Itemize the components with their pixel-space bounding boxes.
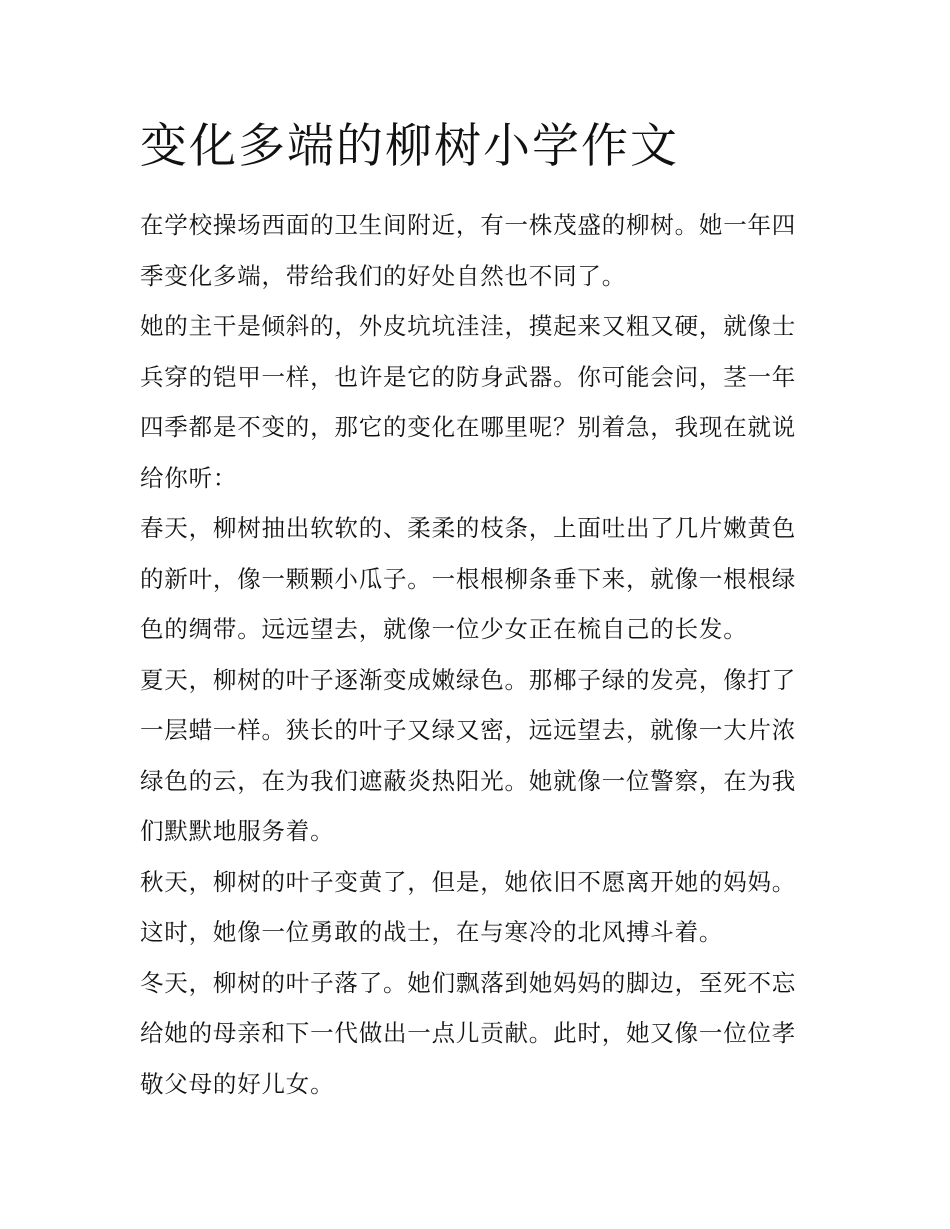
paragraph-winter: 冬天，柳树的叶子落了。她们飘落到她妈妈的脚边，至死不忘给她的母亲和下一代做出一点儿贡献。此时，她又像一位位孝敬父母的好儿女。 xyxy=(140,968,797,1098)
paragraph-spring: 春天，柳树抽出软软的、柔柔的枝条，上面吐出了几片嫩黄色的新叶，像一颗颗小瓜子。一根根柳条垂下来，就像一根根绿色的绸带。远远望去，就像一位少女正在梳自己的长发。 xyxy=(140,514,797,643)
document-title: 变化多端的柳树小学作文 xyxy=(140,119,679,174)
document-page xyxy=(140,112,812,1109)
paragraph-autumn: 秋天，柳树的叶子变黄了，但是，她依旧不愿离开她的妈妈。这时，她像一位勇敢的战士，在与寒冷的北风搏斗着。 xyxy=(140,867,797,946)
paragraph-intro: 在学校操场西面的卫生间附近，有一株茂盛的柳树。她一年四季变化多端，带给我们的好处自然也不同了。 xyxy=(140,211,797,290)
paragraph-summer: 夏天，柳树的叶子逐渐变成嫩绿色。那椰子绿的发亮，像打了一层蜡一样。狭长的叶子又绿又密，远远望去，就像一大片浓绿色的云，在为我们遮蔽炎热阳光。她就像一位警察，在为我们默默地服务着。 xyxy=(140,665,797,845)
paragraph-trunk: 她的主干是倾斜的，外皮坑坑洼洼，摸起来又粗又硬，就像士兵穿的铠甲一样，也许是它的防身武器。你可能会问，茎一年四季都是不变的，那它的变化在哪里呢？别着急，我现在就说给你听： xyxy=(140,312,797,492)
